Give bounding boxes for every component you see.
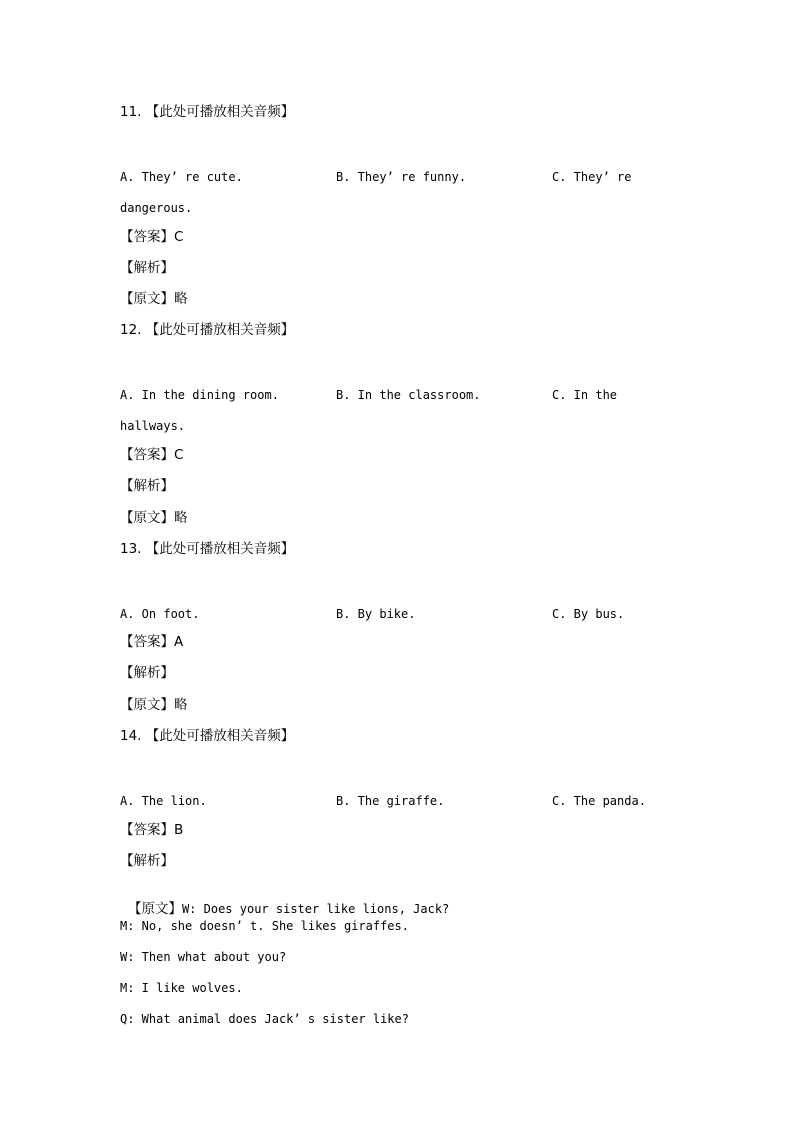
question-14-option-c: C. The panda. <box>552 794 646 808</box>
question-12-header: 12. 【此处可播放相关音频】 <box>120 322 295 338</box>
question-11-option-a: A. They’ re cute. <box>120 170 243 184</box>
question-14-answer: 【答案】B <box>120 822 184 838</box>
question-11-option-b: B. They’ re funny. <box>336 170 467 184</box>
question-13-option-c: C. By bus. <box>552 607 625 621</box>
question-11-answer: 【答案】C <box>120 229 184 245</box>
question-11-original: 【原文】略 <box>120 291 188 307</box>
question-12-analysis: 【解析】 <box>120 478 174 494</box>
transcript-line-2: M: No, she doesn’ t. She likes giraffes. <box>120 919 409 933</box>
question-14-option-b: B. The giraffe. <box>336 794 445 808</box>
transcript-line-5: Q: What animal does Jack’ s sister like? <box>120 1012 409 1026</box>
question-14-original-line <box>120 885 449 917</box>
transcript-line-3: W: Then what about you? <box>120 950 287 964</box>
question-13-analysis: 【解析】 <box>120 665 174 681</box>
question-14-original-label: 【原文】 <box>127 901 182 917</box>
transcript-line-1: W: Does your sister like lions, Jack? <box>181 902 450 916</box>
question-13-answer: 【答案】A <box>120 634 184 650</box>
question-12-option-c-wrap: hallways. <box>120 419 186 433</box>
question-11-option-c: C. They’ re <box>552 170 632 184</box>
question-12-original: 【原文】略 <box>120 510 188 526</box>
question-12-option-b: B. In the classroom. <box>336 388 481 402</box>
question-14-option-a: A. The lion. <box>120 794 207 808</box>
question-12-option-c: C. In the <box>552 388 618 402</box>
question-13-option-a: A. On foot. <box>120 607 200 621</box>
question-12-option-a: A. In the dining room. <box>120 388 279 402</box>
question-13-header: 13. 【此处可播放相关音频】 <box>120 541 295 557</box>
question-11-analysis: 【解析】 <box>120 260 174 276</box>
question-13-option-b: B. By bike. <box>336 607 416 621</box>
question-13-original: 【原文】略 <box>120 697 188 713</box>
question-11-option-c-wrap: dangerous. <box>120 201 193 215</box>
transcript-line-4: M: I like wolves. <box>120 981 243 995</box>
question-12-answer: 【答案】C <box>120 447 184 463</box>
question-11-header: 11. 【此处可播放相关音频】 <box>120 104 295 120</box>
question-14-header: 14. 【此处可播放相关音频】 <box>120 728 295 744</box>
question-14-analysis: 【解析】 <box>120 853 174 869</box>
